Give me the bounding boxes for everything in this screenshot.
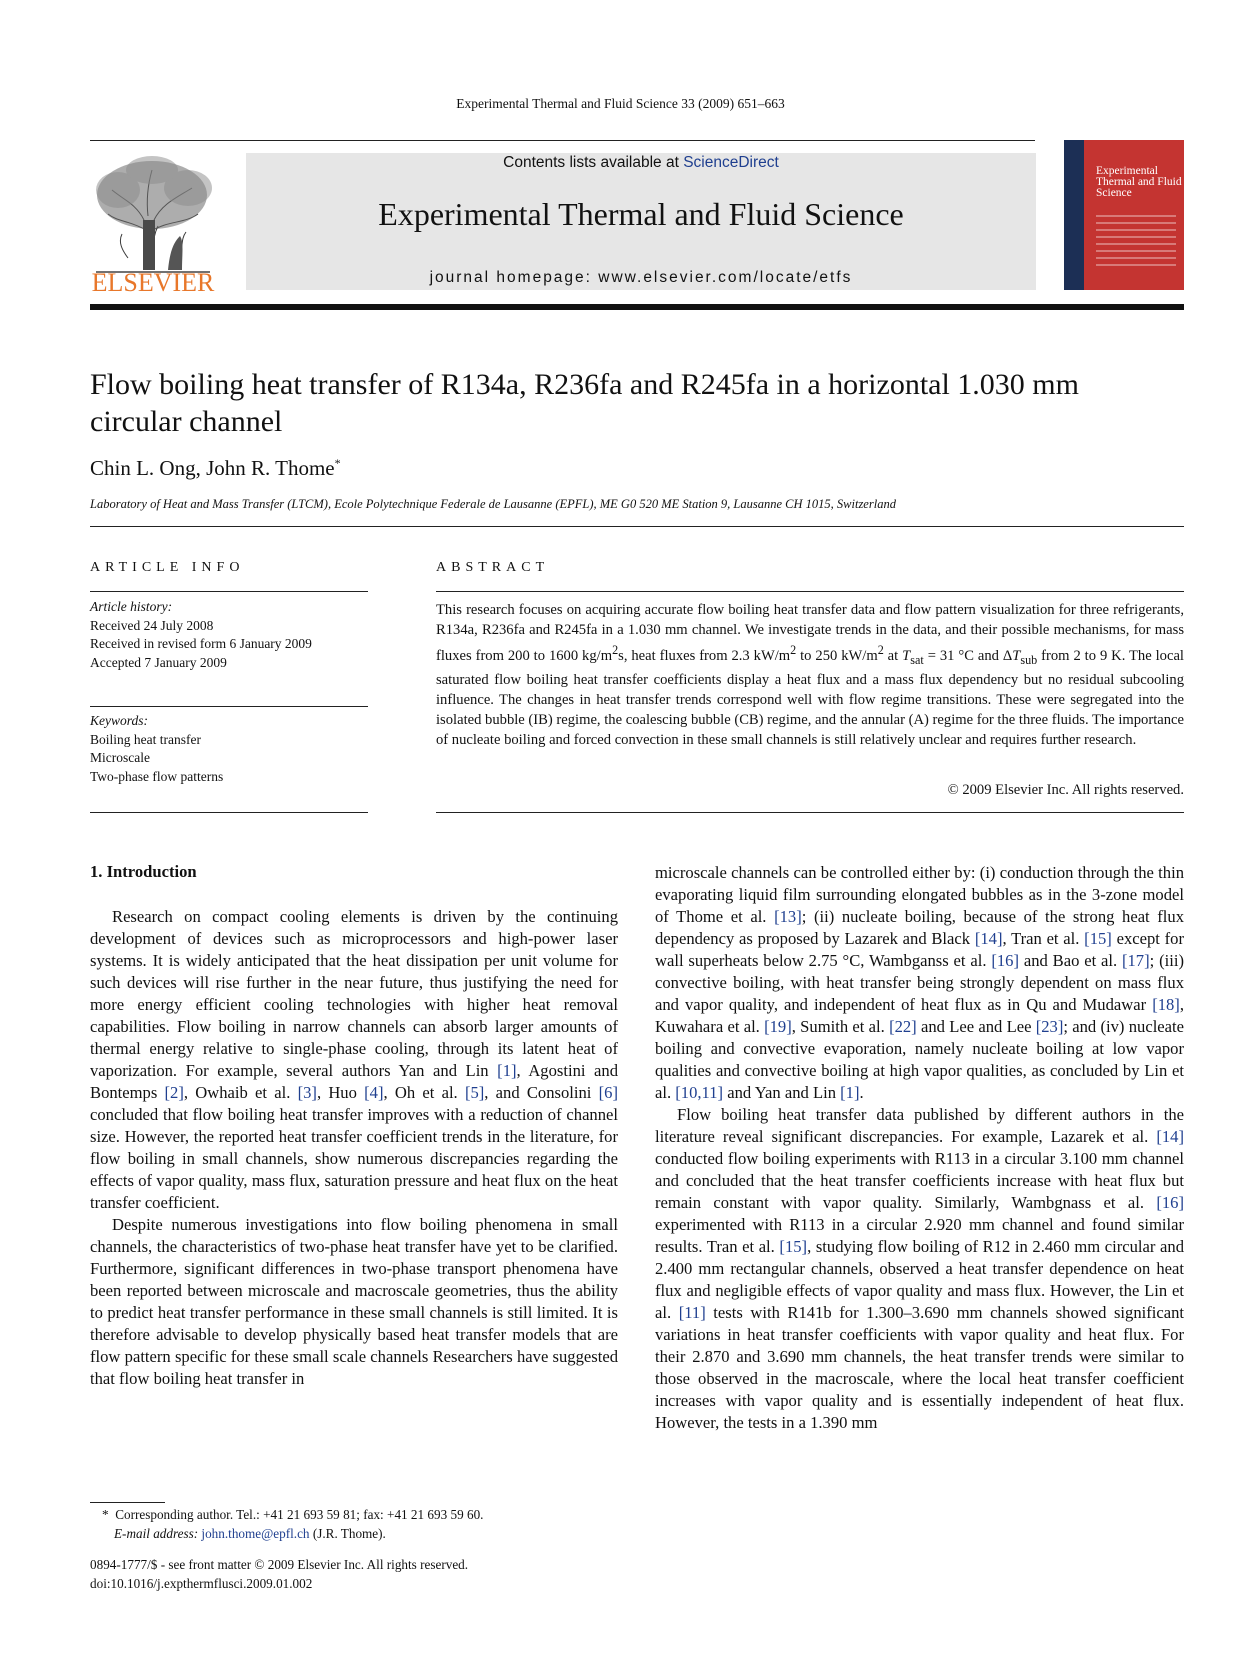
paragraph: microscale channels can be controlled either by: (i) conduction through the thin evaporating liquid film surrounding elongated bubbles as in the 3-zone model of Thome et al. [13]; (ii) nucleate boiling, because of the strong heat flux dependency as proposed by Lazarek and Black [14], Tran et al. [15] except for wall superheats below 2.75 °C, Wambganss et al. [16] and Bao et al. [17]; (iii) convective boiling, with heat transfer being strongly dependent on mass flux and vapor quality, and independent of heat flux as in Qu and Mudawar [18], Kuwahara et al. [19], Sumith et al. [22] and Lee and Lee [23]; and (iv) nucleate boiling and convective evaporation, namely nucleate boiling at low vapor qualities and convective boiling at high vapor qualities, as concluded by Lin et al. [10,11] and Yan and Lin [1]. — [655, 863, 1185, 1102]
ref-link[interactable]: [15] — [779, 1237, 808, 1256]
ref-link[interactable]: [18] — [1152, 995, 1180, 1014]
section-heading-introduction: 1. Introduction — [90, 862, 197, 881]
keywords — [90, 712, 368, 786]
affiliation: Laboratory of Heat and Mass Transfer (LTCM), Ecole Polytechnique Federale de Lausanne (EPFL), ME G0 520 ME Station 9, Lausanne CH 1015, Switzerland — [90, 497, 896, 511]
ref-link[interactable]: [1] — [497, 1061, 517, 1080]
front-matter — [90, 1556, 468, 1593]
article-info-heading: ARTICLE INFO — [90, 560, 245, 575]
keyword: Boiling heat transfer — [90, 731, 201, 747]
ref-link[interactable]: [3] — [297, 1083, 317, 1102]
issn-line: 0894-1777/$ - see front matter © 2009 Elsevier Inc. All rights reserved. — [90, 1557, 469, 1572]
history-label: Article history: — [90, 599, 173, 614]
revised-date: Received in revised form 6 January 2009 — [90, 636, 312, 651]
article-history — [90, 598, 368, 672]
column-left — [90, 906, 618, 1390]
paragraph: Research on compact cooling elements is driven by the continuing development of devices such as microprocessors and high-power laser systems. It is widely anticipated that the heat dissipation per unit volume for such devices will rise further in the near future, thus justifying the need for more energy efficient cooling technologies with higher heat removal capabilities. Flow boiling in narrow channels can absorb larger amounts of thermal energy relative to single-phase cooling, through its latent heat of vaporization. For example, several authors Yan and Lin [1], Agostini and Bontemps [2], Owhaib et al. [3], Huo [4], Oh et al. [5], and Consolini [6] concluded that flow boiling heat transfer improves with a reduction of channel size. However, the reported heat transfer coefficient trends in the literature, for flow boiling in small channels, show numerous discrepancies regarding the effects of vapor quality, mass flux, saturation pressure and heat flux on the heat transfer coefficient. — [90, 907, 619, 1212]
cover-strip — [1064, 140, 1084, 290]
cover-title: Experimental Thermal and Fluid Science — [1096, 165, 1182, 199]
ref-link[interactable]: [23] — [1035, 1017, 1064, 1036]
ref-link[interactable]: [1] — [840, 1083, 860, 1102]
abstract-bottom-rule — [436, 812, 1184, 813]
paragraph: Despite numerous investigations into flow boiling phenomena in small channels, the characteristics of two-phase heat transfer have yet to be clarified. Furthermore, significant differences in two-phase transport phenomena have been reported between microscale and macroscale geometries, thus the ability to predict heat transfer performance in these small channels is still limited. It is therefore advisable to develop physically based heat transfer models that are flow pattern specific for these small scale channels Researchers have suggested that flow boiling heat transfer in — [90, 1215, 618, 1388]
footnote-rule — [90, 1502, 165, 1503]
elsevier-logo — [88, 150, 218, 298]
article-info-rule — [90, 591, 368, 592]
ref-link[interactable]: [14] — [974, 929, 1003, 948]
ref-link[interactable]: [16] — [991, 951, 1019, 970]
ref-link[interactable]: [4] — [364, 1083, 384, 1102]
paragraph: Flow boiling heat transfer data published by different authors in the literature reveal significant discrepancies. For example, Lazarek et al. [14] conducted flow boiling experiments with R113 in a circular 3.100 mm channel and concluded that the heat transfer coefficients increase with heat flux but remain constant with vapor quality. Similarly, Wambgnass et al. [16] experimented with R113 in a circular 2.920 mm channel and found similar results. Tran et al. [15], studying flow boiling of R12 in 2.460 mm circular and 2.400 mm rectangular channels, observed a heat transfer dependence on heat flux and negligible effects of vapor quality and mass flux. However, the Lin et al. [11] tests with R141b for 1.300–3.690 mm channels showed significant variations in heat transfer coefficients with vapor quality and heat flux. For their 2.870 and 3.690 mm channels, the heat transfer trends were similar to those observed in the macroscale, where the local heat transfer coefficient increases with vapor quality and is essentially independent of heat flux. However, the tests in a 1.390 mm — [655, 1105, 1184, 1432]
ref-link[interactable]: [19] — [764, 1017, 792, 1036]
keyword: Microscale — [90, 750, 150, 765]
elsevier-wordmark: ELSEVIER — [91, 268, 215, 297]
footnote-line: * Corresponding author. Tel.: +41 21 693 59 81; fax: +41 21 693 59 60. — [102, 1507, 484, 1522]
accepted-date: Accepted 7 January 2009 — [90, 654, 227, 670]
journal-cover — [1064, 140, 1184, 290]
sciencedirect-link[interactable]: ScienceDirect — [683, 154, 779, 171]
keyword: Two-phase flow patterns — [90, 768, 224, 784]
ref-link[interactable]: [11] — [678, 1303, 706, 1322]
ref-link[interactable]: [10,11] — [675, 1083, 724, 1102]
running-header: Experimental Thermal and Fluid Science 33 (2009) 651–663 — [456, 96, 785, 111]
doi-line[interactable]: doi:10.1016/j.expthermflusci.2009.01.002 — [90, 1575, 313, 1591]
footnote-email-line: E-mail address: john.thome@epfl.ch (J.R. Thome). — [114, 1525, 386, 1541]
abstract-copyright: © 2009 Elsevier Inc. All rights reserved. — [947, 782, 1184, 798]
author-names: Chin L. Ong, John R. Thome — [90, 456, 335, 480]
journal-homepage[interactable]: journal homepage: www.elsevier.com/locate/etfs — [429, 269, 853, 286]
column-right — [655, 862, 1184, 1434]
contents-prefix: Contents lists available at — [503, 154, 684, 171]
abstract-text: This research focuses on acquiring accurate flow boiling heat transfer data and flow pattern visualization for three refrigerants, R134a, R236fa and R245fa in a 1.030 mm channel. We investigate trends in the data, and their possible mechanisms, for mass fluxes from 200 to 1600 $kg/m^2s$, heat fluxes from 2.3 $kW/m^2$ to 250 $kW/m^2$ at $T_{sat} = 31$ °C and $\Delta T_{sub}$ from 2 to 9 K. The local saturated flow boiling heat transfer coefficients display a heat flux and a mass flux dependency but no residual subcooling influence. The changes in heat transfer trends correspond well with flow regime transitions. These were segregated into the isolated bubble (IB) regime, the coalescing bubble (CB) regime, and the annular (A) regime for the three fluids. The importance of nucleate boiling and forced convection in these small channels is still relatively unclear and requires further research. — [436, 602, 1184, 748]
article-authors — [90, 456, 341, 481]
author-mark: * — [334, 456, 341, 470]
ref-link[interactable]: [6] — [598, 1083, 618, 1102]
masthead-rule — [90, 304, 1184, 310]
ref-link[interactable]: [22] — [889, 1017, 917, 1036]
affiliation-rule — [90, 526, 1184, 527]
ref-link[interactable]: [17] — [1121, 951, 1150, 970]
keywords-rule — [90, 706, 368, 707]
ref-link[interactable]: [5] — [464, 1083, 485, 1102]
article-title: Flow boiling heat transfer of R134a, R236fa and R245fa in a horizontal 1.030 mm circular channel — [90, 368, 1079, 438]
email-link[interactable]: john.thome@epfl.ch — [201, 1525, 310, 1541]
ref-link[interactable]: [16] — [1156, 1193, 1184, 1212]
article-info-bottom-rule — [90, 812, 368, 813]
abstract-heading: ABSTRACT — [436, 560, 550, 575]
ref-link[interactable]: [2] — [164, 1083, 184, 1102]
contents-line — [246, 154, 1036, 172]
ref-link[interactable]: [15] — [1084, 929, 1112, 948]
keywords-label: Keywords: — [90, 713, 148, 728]
received-date: Received 24 July 2008 — [90, 617, 214, 633]
ref-link[interactable]: [13] — [774, 907, 802, 926]
header-rule — [90, 140, 1035, 141]
ref-link[interactable]: [14] — [1156, 1127, 1184, 1146]
cover-text-lines — [1096, 210, 1176, 271]
footnote — [90, 1506, 630, 1543]
journal-title: Experimental Thermal and Fluid Science — [378, 196, 904, 232]
abstract-rule — [436, 591, 1184, 592]
